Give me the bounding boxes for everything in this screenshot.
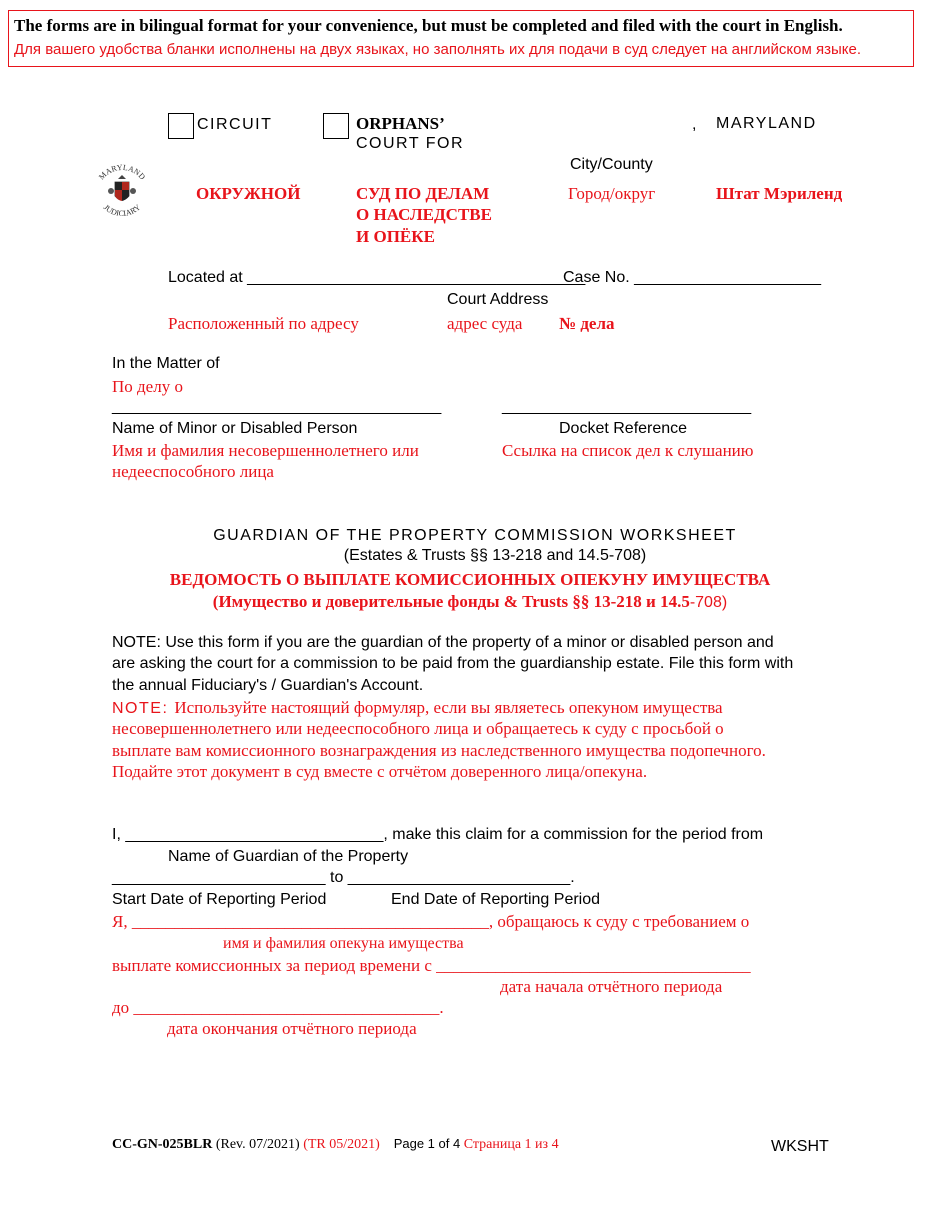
form-code: WKSHT [771,1138,829,1155]
docket-reference-field[interactable]: ____________________________ [502,398,752,415]
court-address-label: Court Address [447,291,549,308]
docket-reference-label: Docket Reference [559,420,688,437]
note-line-3: the annual Fiduciary's / Guardian's Account. [112,677,424,694]
minor-name-field[interactable]: _____________________________________ [112,398,442,415]
maryland-label: MARYLAND [716,115,817,132]
ru-orphans-line-2: О НАСЛЕДСТВЕ [356,205,492,224]
banner-russian-text: Для вашего удобства бланки исполнены на двух языках, но заполнять их для подачи в суд следует на английском языке. [14,41,862,58]
guardian-claim-line[interactable]: I, _____________________________, make this claim for a commission for the period from [112,826,764,843]
form-footer [112,1135,559,1153]
start-date-label: Start Date of Reporting Period [112,891,327,908]
ru-state-label: Штат Мэриленд [716,184,843,203]
ru-case-number-label: № дела [559,314,615,333]
banner-english-text: The forms are in bilingual format for your convenience, but must be completed and filed with the court in English. [14,16,843,35]
seal-crest-icon [108,175,136,201]
ru-orphans-line-1: СУД ПО ДЕЛАМ [356,184,490,203]
comma: , [692,116,697,133]
ru-located-at-label: Расположенный по адресу [168,314,359,333]
ru-note-line-1: NOTE: Используйте настоящий формуляр, если вы являетесь опекуном имущества [112,698,723,717]
ru-minor-name-label-1: Имя и фамилия несовершеннолетнего или [112,441,419,460]
ru-form-title: ВЕДОМОСТЬ О ВЫПЛАТЕ КОМИССИОННЫХ ОПЕКУНУ ИМУЩЕСТВА [169,570,771,589]
ru-end-date-label: дата окончания отчётного периода [167,1019,417,1038]
orphans-label: ORPHANS’ [356,114,445,133]
ru-page-number: Страница 1 из 4 [460,1137,559,1152]
end-date-label: End Date of Reporting Period [391,891,601,908]
minor-name-label: Name of Minor or Disabled Person [112,420,358,437]
ru-court-address-label: адрес суда [447,314,523,333]
ru-city-county-label: Город/округ [568,184,656,203]
guardian-name-label: Name of Guardian of the Property [168,848,409,865]
located-at-field[interactable]: Located at ______________________________________ [168,269,586,286]
ru-claim-line-2[interactable]: выплате комиссионных за период времени с _____________________________________ [112,956,751,975]
ru-note-line-2: несовершеннолетнего или недееспособного лица и обращаетесь к суду с просьбой о [112,719,724,738]
city-county-label: City/County [570,156,653,173]
ru-form-subtitle: (Имущество и доверительные фонды & Trusts §§ 13-218 и 14.5-708) [212,592,728,611]
form-title: GUARDIAN OF THE PROPERTY COMMISSION WORKSHEET [213,527,737,544]
page-number: Page 1 of 4 [393,1136,461,1151]
case-number-field[interactable]: Case No. _____________________ [563,269,822,286]
translation-revision: (TR 05/2021) [299,1137,380,1152]
reporting-period-line[interactable]: ________________________ to _________________________. [112,869,575,886]
ru-guardian-name-label: имя и фамилия опекуна имущества [223,935,464,952]
seal-bottom-text: JUDICIARY [101,202,143,219]
ru-start-date-label: дата начала отчётного периода [500,977,723,996]
ru-note-line-4: Подайте этот документ в суд вместе с отчётом доверенного лица/опекуна. [112,762,648,781]
note-line-2: are asking the court for a commission to be paid from the guardianship estate. File this form with [112,655,794,672]
ru-minor-name-label-2: недееспособного лица [112,462,274,481]
ru-claim-line-1[interactable]: Я, __________________________________________, обращаюсь к суду с требованием о [112,912,750,931]
ru-note-line-3: выплате вам комиссионного вознаграждения из наследственного имущества подопечного. [112,741,766,760]
circuit-label: CIRCUIT [197,116,273,133]
seal-top-text: MARYLAND [97,162,148,182]
note-line-1: NOTE: Use this form if you are the guardian of the property of a minor or disabled person and [112,634,774,651]
ru-claim-line-3[interactable]: до ____________________________________. [112,998,444,1017]
svg-text:JUDICIARY [102,203,143,218]
orphans-court-checkbox[interactable] [323,113,349,139]
form-revision: (Rev. 07/2021) [212,1137,300,1152]
circuit-court-checkbox[interactable] [168,113,194,139]
maryland-judiciary-seal [90,160,154,224]
form-subtitle: (Estates & Trusts §§ 13-218 and 14.5-708) [343,547,647,564]
ru-circuit-label: ОКРУЖНОЙ [196,184,301,203]
in-the-matter-label: In the Matter of [112,355,220,372]
ru-orphans-line-3: И ОПЁКЕ [356,227,435,246]
ru-docket-reference-label: Ссылка на список дел к слушанию [502,441,754,460]
form-id: CC-GN-025BLR [112,1137,213,1152]
court-for-label: COURT FOR [356,135,465,152]
bilingual-notice-banner [8,10,914,67]
ru-in-the-matter-label: По делу о [112,377,183,396]
